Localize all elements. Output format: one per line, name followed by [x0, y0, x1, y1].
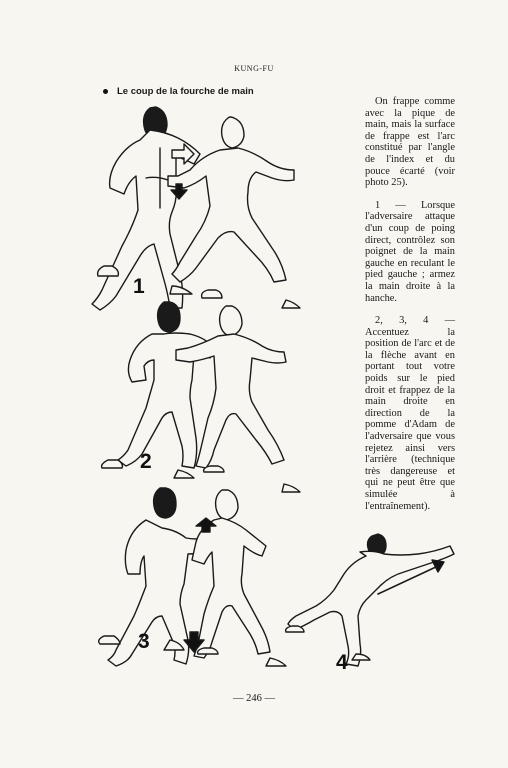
illustration-figure-2: [102, 302, 300, 492]
figure-number-2: 2: [140, 450, 152, 473]
figure-number-4: 4: [336, 651, 348, 674]
paragraph-step-1: 1 — Lorsque l'adversaire attaque d'un coup de poing direct, contrôlez son poignet de la main gauche en reculant le pied gauche ; armez la main droite à la hanche.: [365, 199, 455, 304]
paragraph-steps-2-3-4: 2, 3, 4 — Accentuez la position de l'arc et de la flèche avant en portant tout votre poids sur le pied droit et frappez de la main droite en direction de la pomme d'Adam de l'adversaire que vous rejetez ainsi vers l'arrière (technique très dangereuse et qui ne peut être que simulée à l'entraînement).: [365, 315, 455, 512]
illustration-figure-3: [99, 488, 286, 666]
figure-number-1: 1: [133, 275, 145, 298]
running-head: KUNG-FU: [234, 64, 274, 73]
illustration-figure-1: [92, 107, 300, 310]
page-number: — 246 —: [233, 693, 275, 704]
illustration-figure-4: [286, 534, 454, 666]
section-title-text: Le coup de la fourche de main: [117, 86, 254, 97]
figure-number-3: 3: [138, 630, 150, 653]
paragraph-intro: On frappe comme avec la pique de main, mais la surface de frappe est l'arc constitué par l'angle de l'index et du pouce écarté (voir photo 25).: [365, 96, 455, 189]
body-text-column: [365, 96, 455, 523]
